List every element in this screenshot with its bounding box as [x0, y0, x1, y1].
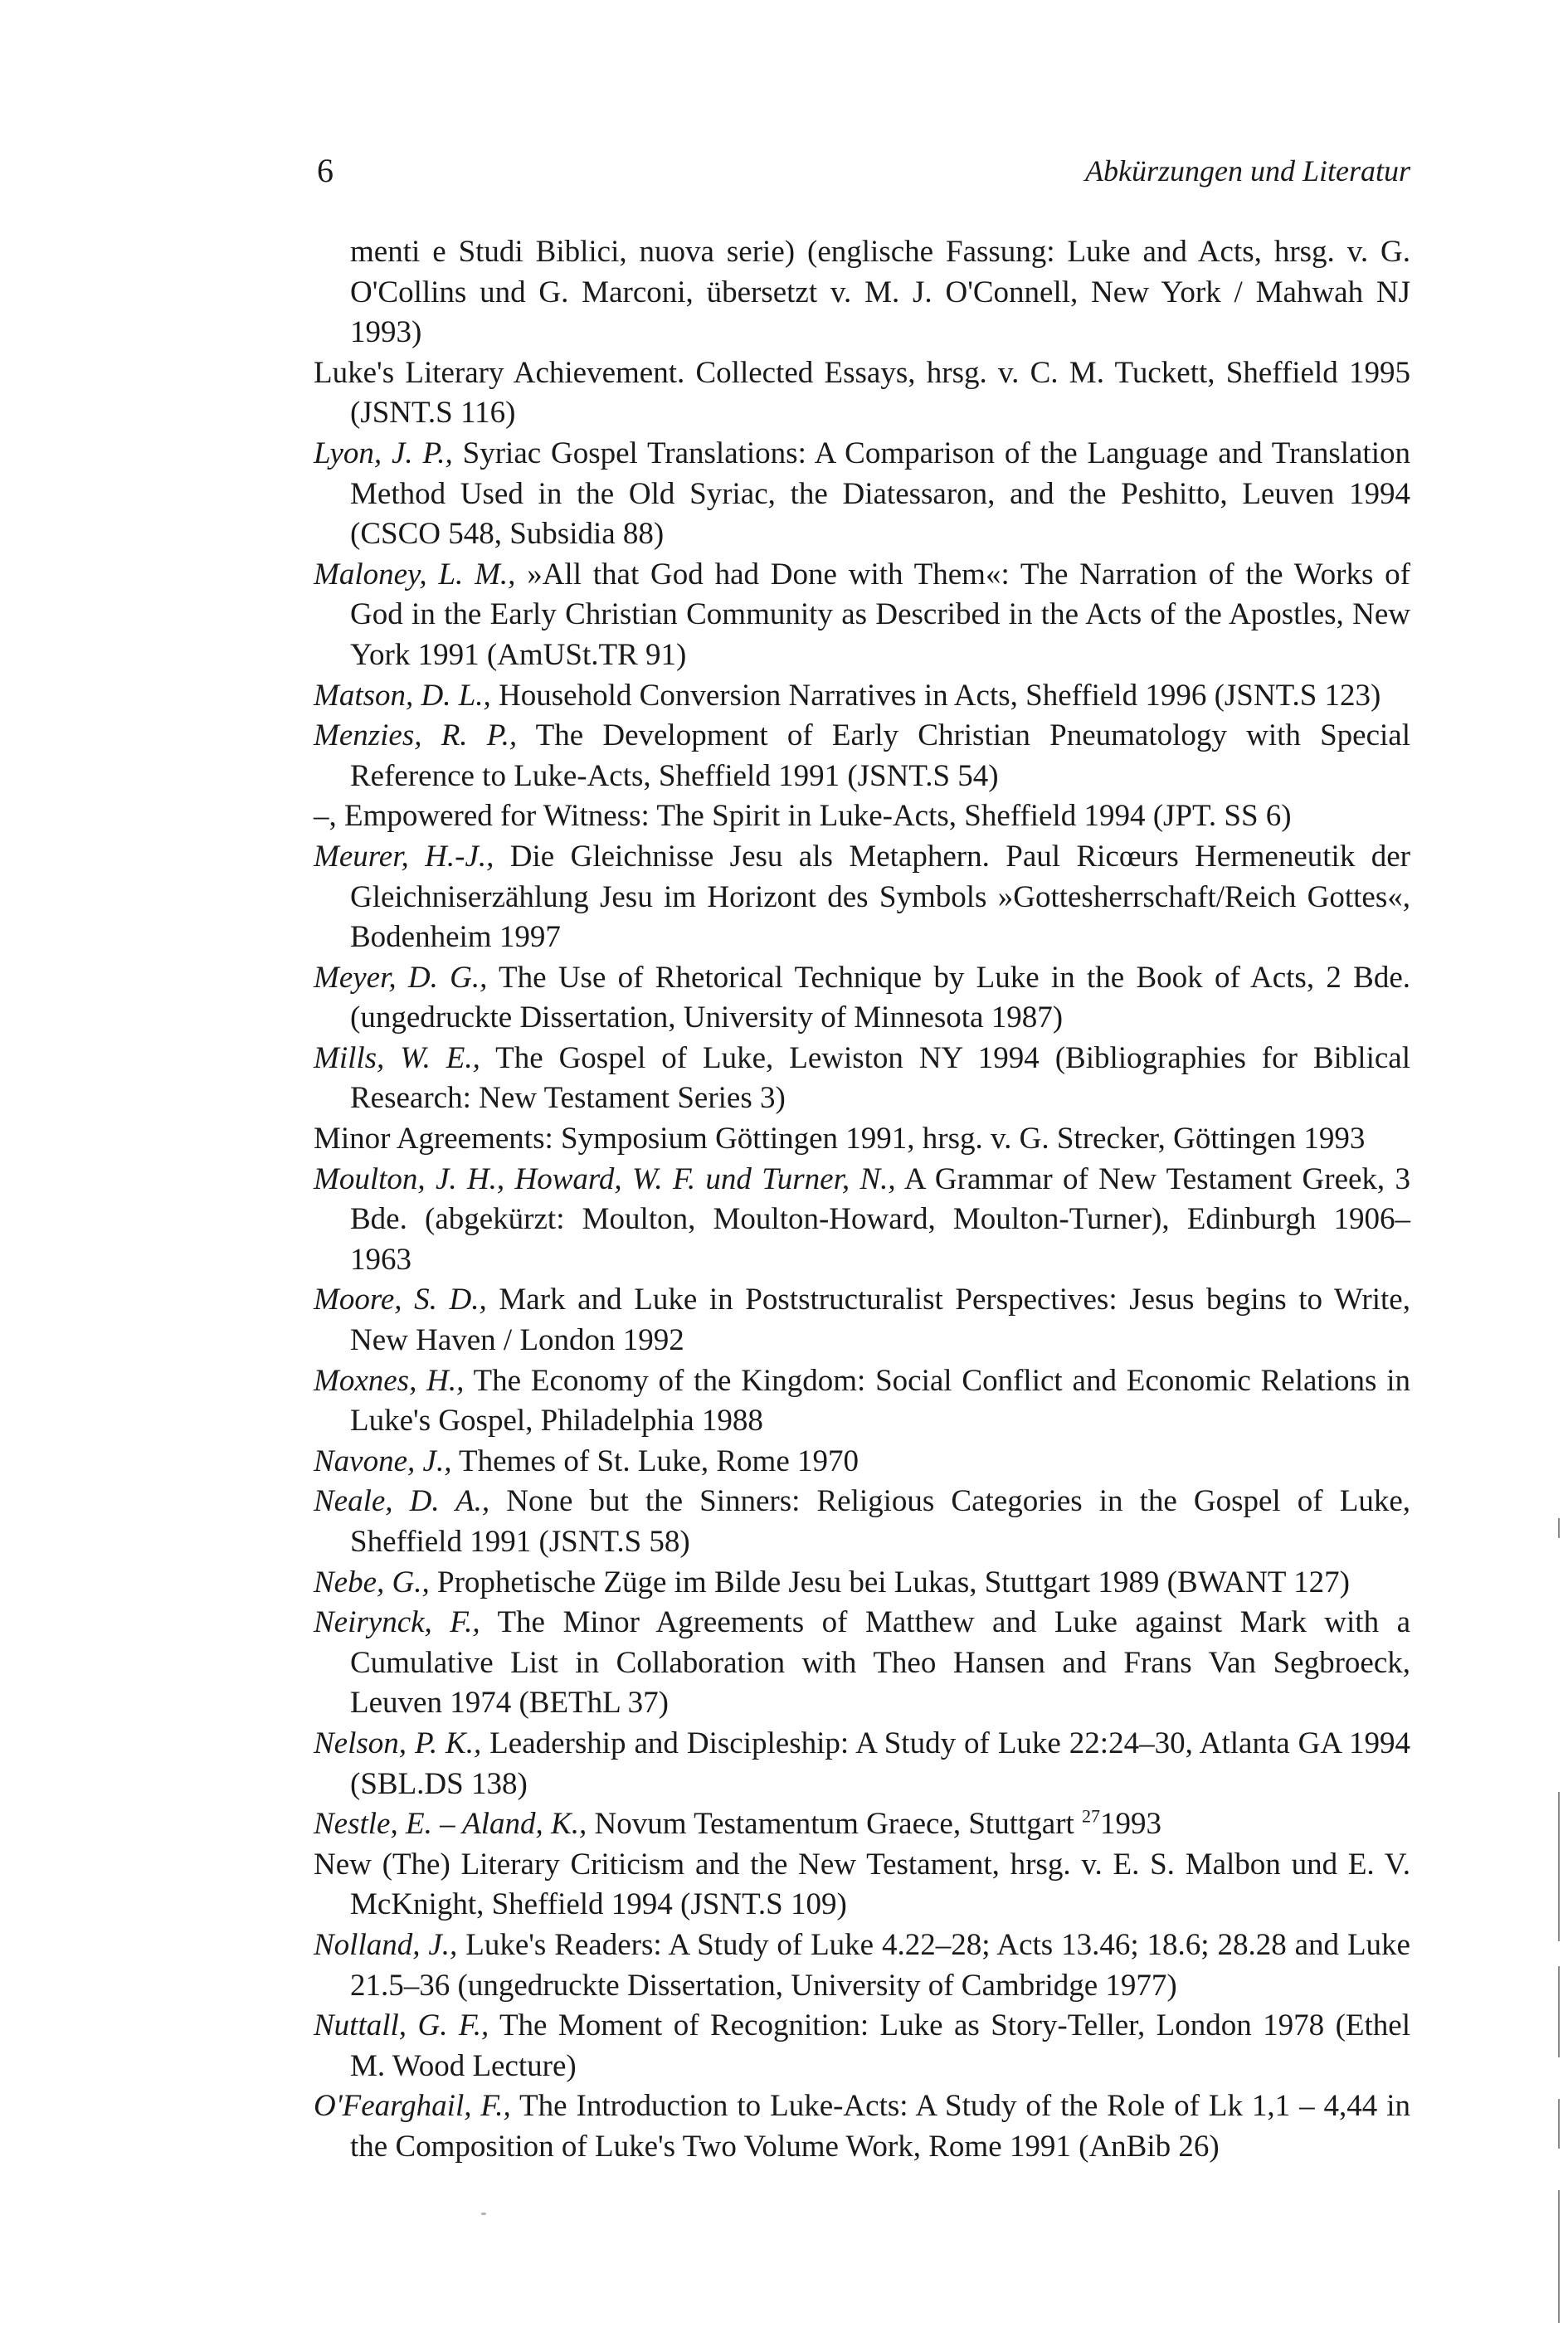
- entry-author: Maloney, L. M.,: [314, 557, 516, 592]
- bibliography-entry: [314, 958, 1410, 1039]
- entry-text: Die Gleichnisse Jesu als Metaphern. Paul Ricœurs Hermeneutik der Gleichniserzählung Jesu im Horizont des Symbols »Gottesherrschaft/Reich Gottes«, Bodenheim 1997: [350, 839, 1410, 955]
- scan-margin-mark: [1558, 1792, 1560, 1941]
- entry-author: Moxnes, H.,: [314, 1363, 465, 1398]
- entry-author: Nolland, J.,: [314, 1927, 458, 1962]
- bibliography-entry: [314, 1039, 1410, 1119]
- bibliography-entry: [314, 353, 1410, 434]
- entry-text: Mark and Luke in Poststructuralist Perspectives: Jesus begins to Write, New Haven / London 1992: [350, 1283, 1410, 1358]
- scan-margin-mark: [1558, 1518, 1560, 1538]
- bibliography-entry: [314, 1603, 1410, 1724]
- bibliography-entry: [314, 1724, 1410, 1804]
- bibliography-entry: [314, 1361, 1410, 1442]
- bibliography-entry: [314, 1160, 1410, 1281]
- page-number: 6: [317, 152, 334, 189]
- entry-text: The Development of Early Christian Pneumatology with Special Reference to Luke-Acts, Sheffield 1991 (JSNT.S 54): [350, 718, 1410, 793]
- bibliography-entry: [314, 1845, 1410, 1925]
- entry-text: The Gospel of Luke, Lewiston NY 1994 (Bibliographies for Biblical Research: New Testament Series 3): [350, 1040, 1410, 1116]
- entry-text: A Grammar of New Testament Greek, 3 Bde. (abgekürzt: Moulton, Moulton-Howard, Moulton-Turner), Edinburgh 1906–1963: [350, 1161, 1410, 1277]
- running-head: [317, 146, 1410, 196]
- scan-margin-mark: [1558, 1966, 1560, 2057]
- entry-text: »All that God had Done with Them«: The Narration of the Works of God in the Early Christian Community as Described in the Acts of the Apostles, New York 1991 (AmUSt.TR 91): [350, 557, 1410, 672]
- entry-text: menti e Studi Biblici, nuova serie) (englische Fassung: Luke and Acts, hrsg. v. G. O'Collins und G. Marconi, übersetzt v. M. J. O'Connell, New York / Mahwah NJ 1993): [350, 235, 1410, 350]
- bibliography-entry: [314, 676, 1410, 717]
- bibliography-entry: [314, 796, 1410, 837]
- scan-margin-mark: [1558, 2190, 1560, 2323]
- entry-author: Neale, D. A.,: [314, 1484, 490, 1519]
- entry-author: Nebe, G.,: [314, 1565, 430, 1599]
- running-title: Abkürzungen und Literatur: [1085, 154, 1410, 187]
- bibliography-entry: [314, 1280, 1410, 1361]
- bibliography-entry: [314, 1925, 1410, 2006]
- entry-text: The Moment of Recognition: Luke as Story-Teller, London 1978 (Ethel M. Wood Lecture): [350, 2008, 1410, 2083]
- edition-superscript: 27: [1082, 1805, 1101, 1827]
- entry-text: New (The) Literary Criticism and the New Testament, hrsg. v. E. S. Malbon und E. V. McKnight, Sheffield 1994 (JSNT.S 109): [314, 1847, 1410, 1922]
- entry-author: Meurer, H.-J.,: [314, 839, 494, 874]
- entry-author: Lyon, J. P.,: [314, 436, 453, 470]
- bibliography-entry: [314, 2086, 1410, 2167]
- entry-author: Nelson, P. K.,: [314, 1726, 482, 1760]
- bibliography-entry: [314, 434, 1410, 555]
- bibliography-entry: [314, 1563, 1410, 1604]
- entry-author: Moore, S. D.,: [314, 1283, 487, 1317]
- bibliography-entry: [314, 2006, 1410, 2086]
- entry-text: Luke's Literary Achievement. Collected Essays, hrsg. v. C. M. Tuckett, Sheffield 1995 (JSNT.S 116): [314, 355, 1410, 431]
- entry-text: Household Conversion Narratives in Acts, Sheffield 1996 (JSNT.S 123): [490, 678, 1381, 713]
- bibliography-entry: [314, 716, 1410, 796]
- bibliography-entry: [314, 1119, 1410, 1160]
- entry-text: Luke's Readers: A Study of Luke 4.22–28; Acts 13.46; 18.6; 28.28 and Luke 21.5–36 (ungedruckte Dissertation, University of Cambridge 1977): [350, 1927, 1410, 2003]
- entry-author: Mills, W. E.,: [314, 1040, 480, 1075]
- entry-text: None but the Sinners: Religious Categories in the Gospel of Luke, Sheffield 1991 (JSNT.S 58): [350, 1484, 1410, 1559]
- entry-author: Neirynck, F.,: [314, 1605, 480, 1640]
- entry-author: Menzies, R. P.,: [314, 718, 518, 753]
- bibliography-entry: [314, 837, 1410, 958]
- entry-author: O'Fearghail, F.,: [314, 2089, 511, 2124]
- entry-text: –, Empowered for Witness: The Spirit in Luke-Acts, Sheffield 1994 (JPT. SS 6): [314, 799, 1292, 834]
- entry-text: Minor Agreements: Symposium Göttingen 1991, hrsg. v. G. Strecker, Göttingen 1993: [314, 1122, 1366, 1156]
- entry-text: The Minor Agreements of Matthew and Luke against Mark with a Cumulative List in Collaboration with Theo Hansen and Frans Van Segbroeck, Leuven 1974 (BEThL 37): [350, 1605, 1410, 1721]
- entry-author: Nuttall, G. F.,: [314, 2008, 489, 2043]
- scan-margin-mark: [1558, 2099, 1560, 2149]
- entry-author: Matson, D. L.,: [314, 678, 491, 713]
- bibliography-entry: [314, 1482, 1410, 1562]
- bibliography-entry: [314, 1442, 1410, 1482]
- entry-author: Meyer, D. G.,: [314, 960, 488, 995]
- entry-text: The Economy of the Kingdom: Social Conflict and Economic Relations in Luke's Gospel, Philadelphia 1988: [350, 1363, 1410, 1439]
- scan-smudge: [481, 2213, 486, 2215]
- entry-text-after: 1993: [1100, 1807, 1162, 1842]
- entry-text: The Use of Rhetorical Technique by Luke in the Book of Acts, 2 Bde. (ungedruckte Dissertation, University of Minnesota 1987): [350, 960, 1411, 1035]
- entry-text: Novum Testamentum Graece, Stuttgart: [587, 1807, 1083, 1842]
- entry-text: Prophetische Züge im Bilde Jesu bei Lukas, Stuttgart 1989 (BWANT 127): [429, 1565, 1350, 1599]
- bibliography-entry: [314, 555, 1410, 676]
- entry-text: Themes of St. Luke, Rome 1970: [451, 1444, 859, 1478]
- entry-author: Navone, J.,: [314, 1444, 452, 1478]
- entry-text: Leadership and Discipleship: A Study of Luke 22:24–30, Atlanta GA 1994 (SBL.DS 138): [350, 1726, 1410, 1801]
- bibliography-list: [314, 232, 1410, 2168]
- entry-author: Nestle, E. – Aland, K.,: [314, 1807, 587, 1842]
- bibliography-entry: [314, 232, 1410, 353]
- bibliography-entry: [314, 1804, 1410, 1845]
- entry-text: Syriac Gospel Translations: A Comparison of the Language and Translation Method Used in the Old Syriac, the Diatessaron, and the Peshitto, Leuven 1994 (CSCO 548, Subsidia 88): [350, 436, 1410, 552]
- entry-author: Moulton, J. H., Howard, W. F. und Turner, N.,: [314, 1161, 896, 1196]
- entry-text: The Introduction to Luke-Acts: A Study of the Role of Lk 1,1 – 4,44 in the Composition of Luke's Two Volume Work, Rome 1991 (AnBib 26): [350, 2089, 1411, 2164]
